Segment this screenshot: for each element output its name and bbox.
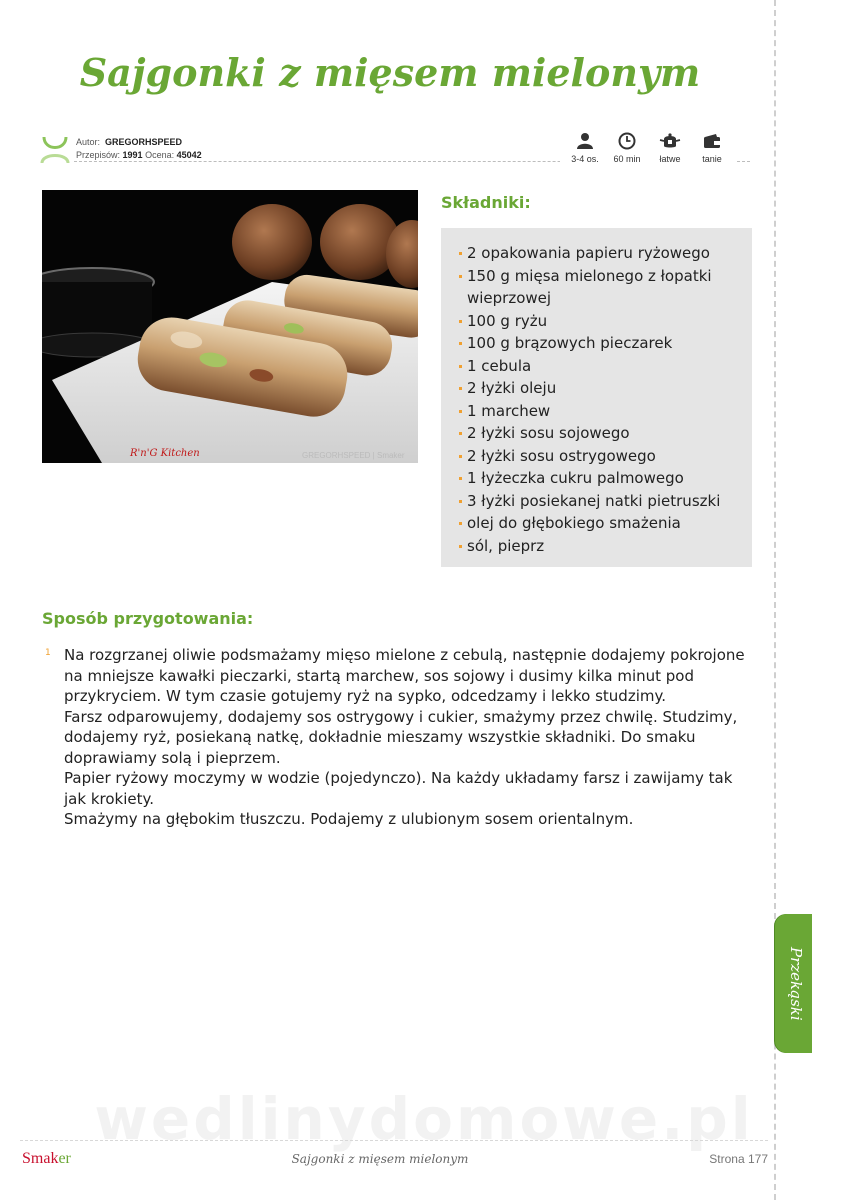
meta-label: 3-4 os. bbox=[571, 154, 599, 164]
author-name[interactable]: GREGORHSPEED bbox=[105, 137, 183, 147]
page-number: Strona 177 bbox=[709, 1152, 768, 1166]
author-info bbox=[40, 133, 560, 163]
smaker-logo-icon bbox=[40, 133, 70, 165]
stats-line bbox=[76, 150, 202, 160]
ingredient-item: olej do głębokiego smażenia bbox=[459, 512, 738, 535]
step-paragraph: Farsz odparowujemy, dodajemy sos ostrygowy i cukier, smażymy przez chwilę. Studzimy, dodajemy ryż, posiekaną natkę, dokładnie mieszamy wszystkie składniki. Do smaku doprawiamy solą i pieprzem. bbox=[64, 707, 738, 767]
brand-part2: er bbox=[58, 1150, 71, 1167]
step-paragraph: Papier ryżowy moczymy w wodzie (pojedynczo). Na każdy układamy farsz i zawijamy tak jak krokiety. bbox=[64, 769, 733, 808]
ingredient-item: 100 g ryżu bbox=[459, 310, 738, 333]
spring-rolls-image bbox=[42, 190, 418, 463]
author-label: Autor: bbox=[76, 137, 101, 147]
ingredients-heading: Składniki: bbox=[441, 193, 531, 212]
clock-icon bbox=[618, 132, 636, 150]
ingredient-item: 1 łyżeczka cukru palmowego bbox=[459, 467, 738, 490]
rating-label: Ocena: bbox=[145, 150, 175, 160]
brand-part1: Smak bbox=[22, 1150, 59, 1167]
footer-recipe-title: Sajgonki z mięsem mielonym bbox=[291, 1152, 469, 1166]
footer-divider bbox=[20, 1140, 768, 1141]
pot-icon bbox=[659, 132, 681, 150]
step-text bbox=[64, 645, 752, 830]
ingredient-item: 2 łyżki sosu ostrygowego bbox=[459, 445, 738, 468]
ingredient-item: 150 g mięsa mielonego z łopatki wieprzowej bbox=[459, 265, 738, 310]
ingredient-item: sól, pieprz bbox=[459, 535, 738, 558]
ingredient-item: 3 łyżki posiekanej natki pietruszki bbox=[459, 490, 738, 513]
ingredient-item: 2 opakowania papieru ryżowego bbox=[459, 242, 738, 265]
step-number: 1 bbox=[45, 648, 51, 658]
recipe-photo bbox=[42, 190, 418, 463]
category-tab-label: Przekąski bbox=[787, 947, 805, 1021]
recipes-label: Przepisów: bbox=[76, 150, 121, 160]
meta-label: tanie bbox=[702, 154, 722, 164]
photo-caption-left: R'n'G Kitchen bbox=[130, 448, 200, 459]
step-paragraph: Smażymy na głębokim tłuszczu. Podajemy z ulubionym sosem orientalnym. bbox=[64, 810, 634, 828]
person-icon bbox=[576, 132, 594, 150]
meta-label: łatwe bbox=[659, 154, 681, 164]
recipe-title: Sajgonki z mięsem mielonym bbox=[79, 50, 701, 95]
photo-caption-right: GREGORHSPEED | Smaker bbox=[302, 451, 405, 460]
ingredient-item: 2 łyżki sosu sojowego bbox=[459, 422, 738, 445]
ingredient-item: 1 cebula bbox=[459, 355, 738, 378]
meta-label: 60 min bbox=[613, 154, 641, 164]
ingredients-list bbox=[459, 242, 738, 557]
ingredient-item: 1 marchew bbox=[459, 400, 738, 423]
wallet-icon bbox=[703, 132, 721, 150]
category-tab[interactable] bbox=[775, 914, 812, 1053]
smaker-brand-logo bbox=[22, 1150, 71, 1168]
step-paragraph: Na rozgrzanej oliwie podsmażamy mięso mielone z cebulą, następnie dodajemy pokrojone na mniejsze kawałki pieczarki, startą marchew, sos sojowy i dusimy kilka minut pod przykryciem. W tym czasie gotujemy ryż na sypko, odcedzamy i lekko studzimy. bbox=[64, 646, 745, 705]
preparation-heading: Sposób przygotowania: bbox=[42, 609, 254, 628]
watermark: wedlinydomowe.pl bbox=[94, 1085, 754, 1153]
author-line bbox=[76, 137, 182, 147]
preparation-steps bbox=[42, 645, 752, 830]
ingredient-item: 2 łyżki oleju bbox=[459, 377, 738, 400]
recipes-count: 1991 bbox=[122, 150, 143, 160]
ingredient-item: 100 g brązowych pieczarek bbox=[459, 332, 738, 355]
rating-value: 45042 bbox=[176, 150, 202, 160]
meta-cost bbox=[687, 132, 737, 164]
ingredients-box bbox=[441, 228, 752, 567]
